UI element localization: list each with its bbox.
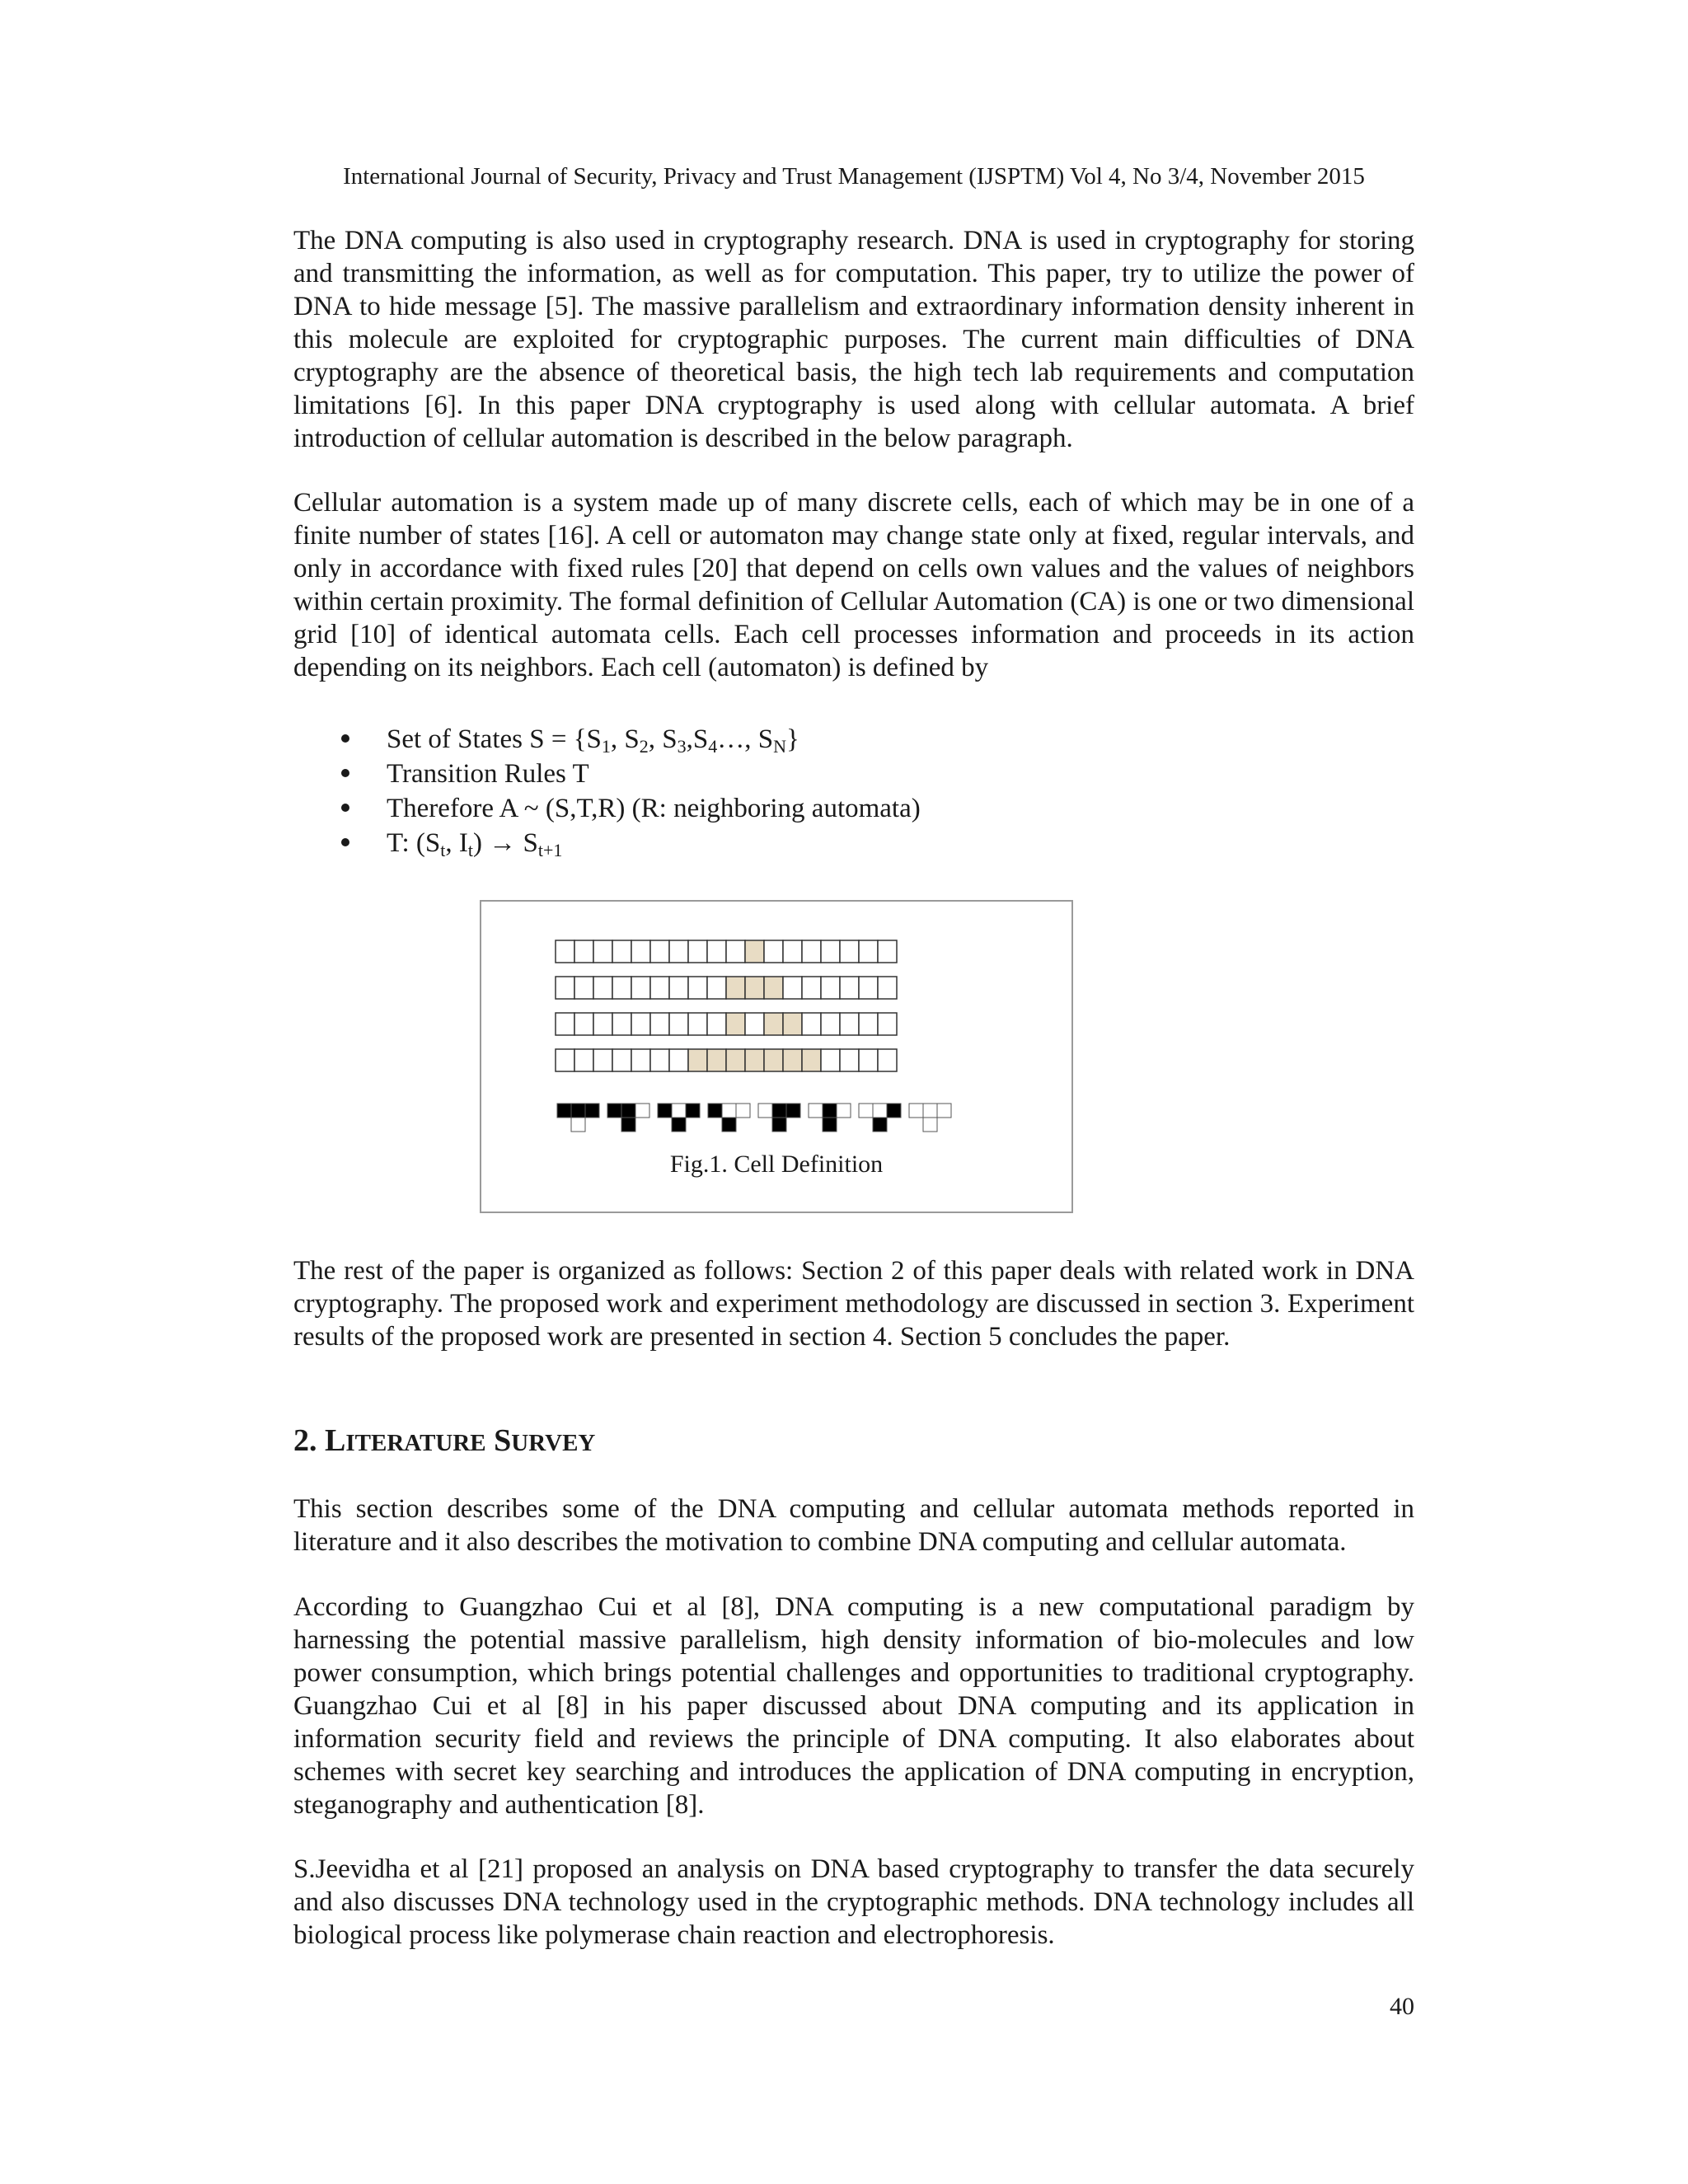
automaton-cell	[650, 1049, 669, 1071]
rule-neighbor-cell	[672, 1104, 686, 1118]
automaton-cell-active	[764, 1013, 783, 1035]
automaton-cell	[669, 1049, 688, 1071]
section-heading-literature-survey: 2. LITERATURE SURVEY	[293, 1423, 596, 1458]
automaton-cell	[802, 940, 821, 963]
rule-neighbor-cell	[823, 1104, 837, 1118]
automaton-cell	[556, 1049, 574, 1071]
automaton-cell-active	[783, 1013, 802, 1035]
automaton-cell	[821, 1013, 840, 1035]
rule-neighbor-cell	[837, 1104, 851, 1118]
automaton-cell	[574, 977, 593, 999]
rule-result-cell	[873, 1118, 887, 1132]
rule-neighbor-cell	[887, 1104, 901, 1118]
automaton-cell-active	[707, 1049, 726, 1071]
automaton-cell	[859, 1013, 878, 1035]
automaton-cell	[650, 940, 669, 963]
rule-neighbor-cell	[786, 1104, 800, 1118]
automaton-cell	[821, 940, 840, 963]
automaton-cell	[878, 1013, 897, 1035]
rule-neighbor-cell	[557, 1104, 571, 1118]
automaton-cell	[878, 940, 897, 963]
automaton-cell	[556, 940, 574, 963]
automaton-cell	[574, 1013, 593, 1035]
automaton-cell	[556, 977, 574, 999]
transition-rule-glyph	[909, 1104, 951, 1132]
automaton-cell	[688, 977, 707, 999]
automaton-cell	[707, 977, 726, 999]
automaton-cell-active	[726, 1013, 745, 1035]
cellular-automation-paragraph: Cellular automation is a system made up of many discrete cells, each of which may be in one of a finite number of states [16]. A cell or automaton may change state only at fixed, regular intervals, and only in accordance with fixed rules [20] that depend on cells own values and the values of neighbors within certain proximity. The formal definition of Cellular Automation (CA) is one or two dimensional grid [10] of identical automata cells. Each cell processes information and proceeds in its action depending on its neighbors. Each cell (automaton) is defined by	[293, 488, 1414, 682]
bullet-icon	[341, 838, 349, 846]
automaton-cell	[688, 1013, 707, 1035]
automaton-cell	[593, 1049, 612, 1071]
automaton-cell-active	[745, 1049, 764, 1071]
list-item-transition-function: T: ($S_t$, $I_t) \to S_{t+1}$	[293, 826, 1414, 860]
rule-neighbor-cell	[658, 1104, 672, 1118]
rule-neighbor-cell	[859, 1104, 873, 1118]
rule-neighbor-cell	[607, 1104, 621, 1118]
automaton-cell-active	[688, 1049, 707, 1071]
automaton-cell	[783, 940, 802, 963]
automaton-cell-active	[802, 1049, 821, 1071]
automaton-cell	[802, 1013, 821, 1035]
jeevidha-analysis-paragraph: S.Jeevidha et al [21] proposed an analysis on DNA based cryptography to transfer the data securely and also discusses DNA technology used in the cryptographic methods. DNA technology includes all biological process like polymerase chain reaction and electrophoresis.	[293, 1854, 1414, 1950]
automaton-cell	[840, 1049, 859, 1071]
rule-result-cell	[923, 1118, 937, 1132]
rule-neighbor-cell	[937, 1104, 951, 1118]
automaton-cell	[802, 977, 821, 999]
automaton-cell	[707, 940, 726, 963]
automaton-cell	[859, 1049, 878, 1071]
automaton-cell	[669, 940, 688, 963]
automaton-cell	[859, 940, 878, 963]
automaton-cell	[840, 977, 859, 999]
paper-organization-paragraph: The rest of the paper is organized as follows: Section 2 of this paper deals with related work in DNA cryptography. The proposed work and experiment methodology are discussed in section 3. Experiment results of the proposed work are presented in section 4. Section 5 concludes the paper.	[293, 1256, 1414, 1352]
transition-rule-glyph	[658, 1104, 700, 1132]
list-item-automaton-tuple: Therefore A ~ (S,T,R) (R: neighboring automata)	[293, 791, 1414, 826]
figure-caption: Fig.1. Cell Definition	[669, 1151, 884, 1178]
automaton-cell	[631, 1013, 650, 1035]
automaton-cell	[612, 977, 631, 999]
automaton-cell	[556, 1013, 574, 1035]
automaton-cell	[631, 1049, 650, 1071]
rule-result-cell	[571, 1118, 585, 1132]
rule-neighbor-cell	[909, 1104, 923, 1118]
automaton-cell	[745, 1013, 764, 1035]
automaton-cell	[688, 940, 707, 963]
automaton-cell-active	[726, 977, 745, 999]
rule-neighbor-cell	[722, 1104, 736, 1118]
rule-neighbor-cell	[772, 1104, 786, 1118]
transition-rule-glyph	[607, 1104, 649, 1132]
automaton-cell	[650, 977, 669, 999]
rule-neighbor-cell	[585, 1104, 599, 1118]
automaton-cell	[859, 977, 878, 999]
cui-dna-computing-paragraph: According to Guangzhao Cui et al [8], DNA computing is a new computational paradigm by harnessing the potential massive parallelism, high density information of bio-molecules and low power consumption, which brings potential challenges and opportunities to traditional cryptography. Guangzhao Cui et al [8] in his paper discussed about DNA computing and its application in information security field and reviews the principle of DNA computing. It also elaborates about schemes with secret key searching and introduces the application of DNA computing in encryption, steganography and authentication [8].	[293, 1592, 1414, 1820]
rule-neighbor-cell	[873, 1104, 887, 1118]
rule-neighbor-cell	[635, 1104, 649, 1118]
rule-result-cell	[772, 1118, 786, 1132]
list-item-transition-rules: Transition Rules T	[293, 757, 1414, 791]
bullet-icon	[341, 804, 349, 812]
running-header: International Journal of Security, Privacy and Trust Management (IJSPTM) Vol 4, No 3/4, November 2015	[343, 163, 1365, 190]
automaton-cell	[574, 940, 593, 963]
page-number: 40	[1390, 1993, 1414, 2020]
list-item-set-of-states: Set of States $S = \{S_1$, $S_2$, $S_3,S_4\dots$, $S_N$}	[293, 722, 1414, 757]
automaton-cell	[650, 1013, 669, 1035]
automaton-cell-active	[764, 1049, 783, 1071]
automaton-cell	[821, 977, 840, 999]
automaton-cell-active	[745, 977, 764, 999]
automaton-cell	[707, 1013, 726, 1035]
transition-rule-glyph	[859, 1104, 901, 1132]
automaton-cell	[669, 977, 688, 999]
bullet-icon	[341, 769, 349, 777]
automaton-cell	[612, 940, 631, 963]
figure-cell-definition	[480, 900, 1073, 1213]
rule-neighbor-cell	[708, 1104, 722, 1118]
automaton-cell	[669, 1013, 688, 1035]
rule-neighbor-cell	[621, 1104, 635, 1118]
rule-neighbor-cell	[571, 1104, 585, 1118]
automaton-cell	[783, 977, 802, 999]
automaton-cell	[840, 940, 859, 963]
automaton-cell	[878, 977, 897, 999]
automaton-cell	[612, 1013, 631, 1035]
bullet-icon	[341, 734, 349, 743]
automaton-cell	[878, 1049, 897, 1071]
rule-neighbor-cell	[686, 1104, 700, 1118]
automaton-definition-list	[293, 722, 1414, 860]
automaton-cell-active	[783, 1049, 802, 1071]
automaton-cell	[840, 1013, 859, 1035]
automaton-cell	[821, 1049, 840, 1071]
transition-rule-glyph	[809, 1104, 851, 1132]
automaton-cell-active	[726, 1049, 745, 1071]
rule-result-cell	[621, 1118, 635, 1132]
rule-neighbor-cell	[809, 1104, 823, 1118]
automaton-cell	[593, 940, 612, 963]
rule-neighbor-cell	[923, 1104, 937, 1118]
transition-rule-glyph	[758, 1104, 800, 1132]
automaton-cell	[764, 940, 783, 963]
rule-result-cell	[823, 1118, 837, 1132]
literature-intro-paragraph: This section describes some of the DNA computing and cellular automata methods reported in literature and it also describes the motivation to combine DNA computing and cellular automata.	[293, 1494, 1414, 1557]
rule-neighbor-cell	[758, 1104, 772, 1118]
automaton-cell	[612, 1049, 631, 1071]
automaton-cell-active	[745, 940, 764, 963]
transition-rule-glyph	[557, 1104, 599, 1132]
automaton-cell	[574, 1049, 593, 1071]
automaton-cell	[631, 940, 650, 963]
rule-result-cell	[672, 1118, 686, 1132]
automaton-cell	[593, 977, 612, 999]
rule-neighbor-cell	[736, 1104, 750, 1118]
automaton-cell	[726, 940, 745, 963]
intro-paragraph-dna-crypto: The DNA computing is also used in cryptography research. DNA is used in cryptography for storing and transmitting the information, as well as for computation. This paper, try to utilize the power of DNA to hide message [5]. The massive parallelism and extraordinary information density inherent in this molecule are exploited for cryptographic purposes. The current main difficulties of DNA cryptography are the absence of theoretical basis, the high tech lab requirements and computation limitations [6]. In this paper DNA cryptography is used along with cellular automata. A brief introduction of cellular automation is described in the below paragraph.	[293, 226, 1414, 453]
automaton-cell	[631, 977, 650, 999]
transition-rule-glyph	[708, 1104, 750, 1132]
rule-result-cell	[722, 1118, 736, 1132]
automaton-cell-active	[764, 977, 783, 999]
automaton-cell	[593, 1013, 612, 1035]
